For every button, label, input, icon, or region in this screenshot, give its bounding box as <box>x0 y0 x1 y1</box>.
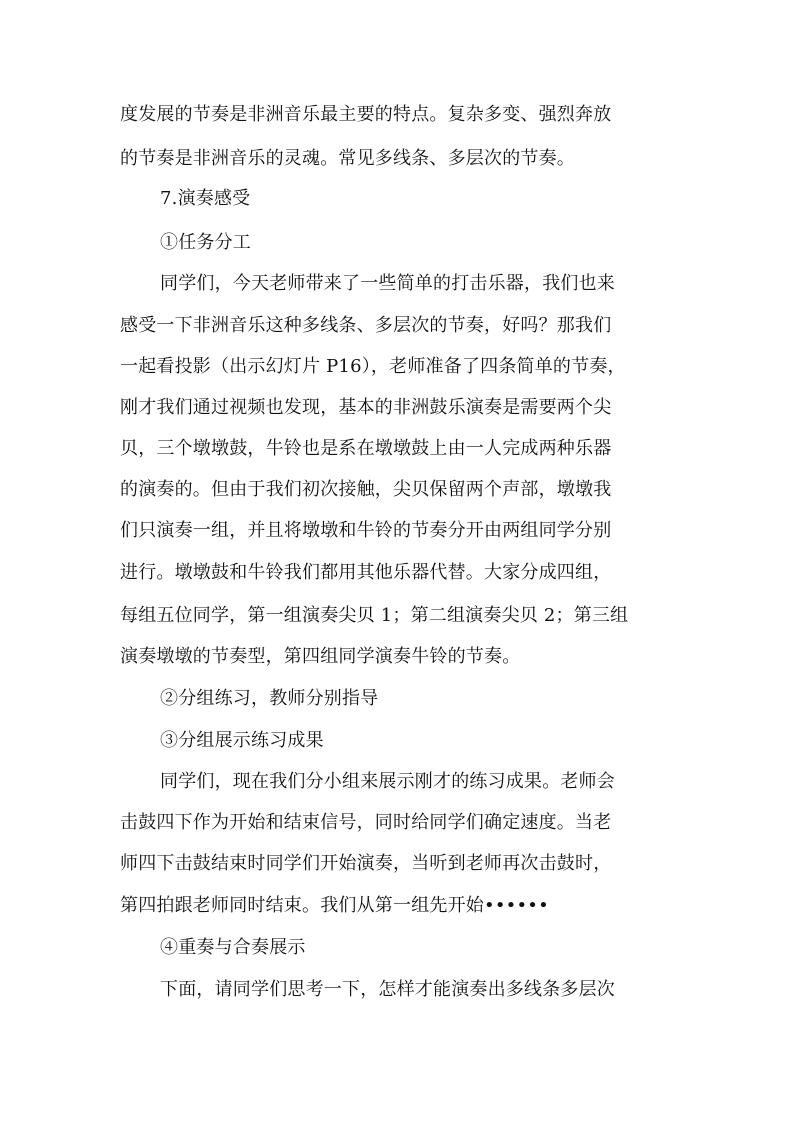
subheading-task-division: ①任务分工 <box>160 232 251 253</box>
section-heading-7: 7.演奏感受 <box>160 188 251 209</box>
text-line-6: 感受一下非洲音乐这种多线条、多层次的节奏，好吗？那我们 <box>120 315 612 336</box>
text-line-22: 下面，请同学们思考一下，怎样才能演奏出多线条多层次 <box>160 979 615 1000</box>
text-line-20: 第四拍跟老师同时结束。我们从第一组先开始•••••• <box>120 895 549 916</box>
text-line-18: 击鼓四下作为开始和结束信号，同时给同学们确定速度。当老 <box>120 812 612 833</box>
text-line-1: 度发展的节奏是非洲音乐最主要的特点。复杂多变、强烈奔放 <box>120 104 612 125</box>
subheading-group-practice: ②分组练习，教师分别指导 <box>160 688 379 709</box>
text-line-8: 刚才我们通过视频也发现，基本的非洲鼓乐演奏是需要两个尖 <box>120 397 612 418</box>
subheading-ensemble: ④重奏与合奏展示 <box>160 937 306 958</box>
text-line-19: 师四下击鼓结束时同学们开始演奏，当听到老师再次击鼓时， <box>120 853 612 874</box>
text-line-2: 的节奏是非洲音乐的灵魂。常见多线条、多层次的节奏。 <box>120 148 575 169</box>
text-line-7: 一起看投影（出示幻灯片 P16），老师准备了四条简单的节奏， <box>120 356 626 377</box>
subheading-group-showcase: ③分组展示练习成果 <box>160 730 324 751</box>
text-line-10: 的演奏的。但由于我们初次接触，尖贝保留两个声部，墩墩我 <box>120 479 612 500</box>
text-line-5: 同学们，今天老师带来了一些简单的打击乐器，我们也来 <box>160 273 615 294</box>
text-line-14: 演奏墩墩的节奏型，第四组同学演奏牛铃的节奏。 <box>120 646 521 667</box>
text-line-17: 同学们，现在我们分小组来展示刚才的练习成果。老师会 <box>160 771 615 792</box>
text-line-13: 每组五位同学，第一组演奏尖贝 1；第二组演奏尖贝 2；第三组 <box>120 605 629 626</box>
text-line-11: 们只演奏一组，并且将墩墩和牛铃的节奏分开由两组同学分别 <box>120 520 612 541</box>
text-line-12: 进行。墩墩鼓和牛铃我们都用其他乐器代替。大家分成四组， <box>120 562 612 583</box>
text-line-9: 贝，三个墩墩鼓，牛铃也是系在墩墩鼓上由一人完成两种乐器 <box>120 438 612 459</box>
